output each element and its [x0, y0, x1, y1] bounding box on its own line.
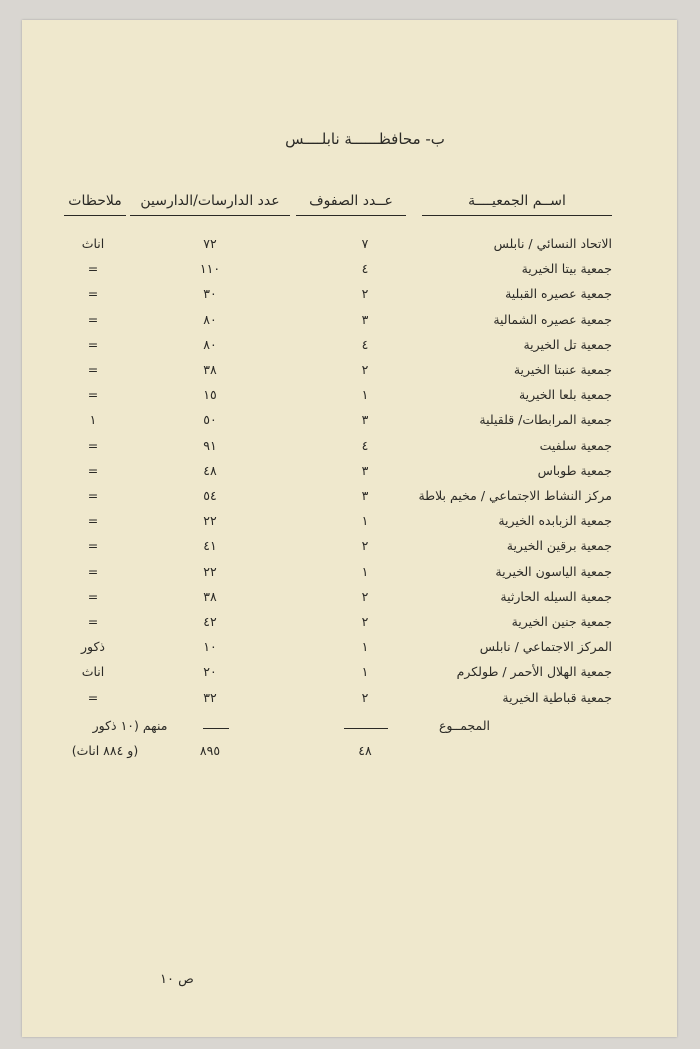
row-students: ٢٠: [203, 664, 217, 680]
row-classes: ٤: [361, 336, 369, 352]
table-row: [0, 337, 700, 362]
row-students: ٨٠: [203, 336, 217, 352]
row-classes: ٢: [361, 588, 369, 604]
table-row: [0, 639, 700, 664]
row-name: جمعية السيله الحارثية: [500, 588, 612, 604]
column-header-notes: [64, 193, 126, 216]
row-students: ٣٨: [203, 588, 217, 604]
page-number: ص ١٠: [160, 972, 194, 987]
row-name: جمعية عصيره القبلية: [505, 286, 612, 302]
total-rows-dash: [344, 728, 388, 729]
row-notes: =: [87, 614, 99, 629]
row-notes: =: [87, 336, 99, 352]
page-heading: ب- محافظــــــة نابلــــس: [285, 130, 445, 148]
column-header-notes-rule: [64, 215, 126, 216]
row-classes: ١: [361, 387, 369, 403]
row-classes: ١: [361, 664, 369, 680]
row-name: جمعية طوباس: [537, 462, 612, 478]
row-classes: ١: [361, 513, 369, 529]
table-row: [0, 438, 700, 463]
row-classes: ١: [361, 563, 369, 579]
table-row: [0, 664, 700, 689]
row-notes: =: [87, 286, 99, 302]
table-row: [0, 261, 700, 286]
row-name: جمعية المرابطات/ قلقيلية: [479, 412, 612, 428]
row-students: ١٥: [203, 387, 217, 403]
column-header-students-label: عدد الدارسات/الدارسين: [140, 193, 280, 209]
row-classes: ٢: [361, 286, 369, 302]
row-students: ٤١: [203, 538, 217, 554]
row-notes: =: [87, 588, 99, 604]
row-students: ٨٠: [203, 311, 217, 327]
table-row: [0, 513, 700, 538]
row-students: ٥٠: [203, 412, 217, 428]
table-row: [0, 412, 700, 437]
row-name: جمعية سلفيت: [539, 437, 612, 453]
column-header-students-rule: [130, 215, 290, 216]
row-notes: =: [87, 689, 99, 705]
row-notes: =: [87, 387, 99, 403]
total-males-note: منهم (١٠ ذكور: [92, 718, 168, 733]
row-name: جمعية الهلال الأحمر / طولكرم: [456, 664, 612, 680]
table-row: [0, 362, 700, 387]
row-notes: =: [87, 261, 99, 277]
row-name: جمعية بلعا الخيرية: [518, 387, 612, 403]
total-students-dash: [203, 728, 229, 729]
row-students: ٣٢: [203, 689, 217, 705]
column-header-name: [422, 193, 612, 216]
row-classes: ١: [361, 639, 369, 655]
row-notes: =: [87, 462, 99, 478]
column-header-notes-label: ملاحظات: [68, 193, 122, 209]
table-row: [0, 312, 700, 337]
row-classes: ٢: [361, 614, 369, 629]
row-classes: ٣: [361, 311, 369, 327]
row-name: مركز النشاط الاجتماعي / مخيم بلاطة: [418, 488, 612, 503]
row-notes: =: [87, 488, 99, 503]
row-classes: ٤: [361, 437, 369, 453]
row-notes: اناث: [81, 664, 105, 680]
row-students: ٣٨: [203, 362, 217, 377]
row-notes: =: [87, 513, 99, 529]
row-name: جمعية جنين الخيرية: [511, 614, 612, 629]
column-header-rows: [296, 193, 406, 216]
row-notes: =: [87, 563, 99, 579]
table-row: [0, 488, 700, 513]
column-header-name-label: اســم الجمعيــــة: [468, 193, 566, 209]
row-notes: =: [87, 538, 99, 554]
row-name: جمعية بيتا الخيرية: [521, 261, 612, 277]
column-header-rows-rule: [296, 215, 406, 216]
row-students: ٩١: [203, 437, 217, 453]
column-header-students: [130, 193, 290, 216]
table-row: [0, 286, 700, 311]
row-name: جمعية عنبتا الخيرية: [513, 362, 612, 377]
row-classes: ٧: [361, 236, 369, 251]
row-students: ٣٠: [203, 286, 217, 302]
table-row: [0, 538, 700, 563]
table-row: [0, 690, 700, 715]
row-students: ٥٤: [203, 488, 217, 503]
row-notes: ذكور: [80, 639, 105, 655]
row-name: جمعية برقين الخيرية: [506, 538, 612, 554]
row-classes: ٣: [361, 462, 369, 478]
table-row: [0, 589, 700, 614]
row-students: ٢٢: [203, 513, 217, 529]
row-name: المركز الاجتماعي / نابلس: [479, 639, 612, 655]
column-header-name-rule: [422, 215, 612, 216]
row-notes: =: [87, 437, 99, 453]
row-name: جمعية الياسون الخيرية: [495, 563, 612, 579]
table-row: [0, 236, 700, 261]
row-classes: ٤: [361, 261, 369, 277]
total-students-value: ٨٩٥: [199, 743, 221, 758]
table-row: [0, 387, 700, 412]
table-row: [0, 463, 700, 488]
table-row: [0, 614, 700, 639]
row-students: ٢٢: [203, 563, 217, 579]
row-name: جمعية الزبابده الخيرية: [498, 513, 612, 529]
row-classes: ٢: [361, 538, 369, 554]
column-header-rows-label: عــدد الصفوف: [309, 193, 393, 209]
row-classes: ٣: [361, 488, 369, 503]
row-notes: ١: [89, 412, 97, 428]
row-classes: ٢: [361, 689, 369, 705]
row-notes: =: [87, 311, 99, 327]
row-classes: ٣: [361, 412, 369, 428]
row-notes: اناث: [81, 236, 105, 251]
row-students: ١١٠: [199, 261, 221, 277]
total-rows-value: ٤٨: [358, 743, 372, 758]
row-name: الاتحاد النسائي / نابلس: [493, 236, 612, 251]
table-row: [0, 564, 700, 589]
row-name: جمعية قباطية الخيرية: [502, 689, 612, 705]
row-students: ١٠: [203, 639, 217, 655]
row-notes: =: [87, 362, 99, 377]
row-name: جمعية عصيره الشمالية: [493, 311, 612, 327]
row-students: ٧٢: [203, 236, 217, 251]
row-name: جمعية تل الخيرية: [523, 336, 612, 352]
row-students: ٤٨: [203, 462, 217, 478]
total-label: المجمــوع: [438, 718, 490, 733]
row-students: ٤٢: [203, 614, 217, 629]
row-classes: ٢: [361, 362, 369, 377]
total-females-note: (و ٨٨٤ اناث): [71, 743, 139, 758]
